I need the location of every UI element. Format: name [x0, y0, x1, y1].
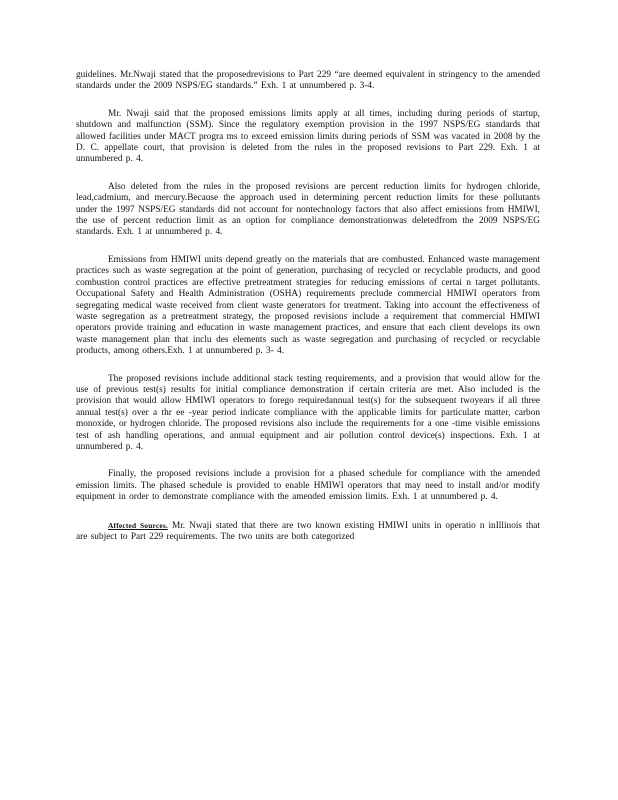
paragraph-stack-testing: The proposed revisions include additional stack testing requirements, and a provision that would allow for the use of previous test(s) results for initial compliance demonstration if certain criteria are met. Also included is the provision that would allow HMIWI operators to forego requiredannual test(s) for the subsequent twoyears if all three annual test(s) over a thr ee -year period indicate compliance with the applicable limits for particulate matter, carbon monoxide, or hydrogen chloride. The proposed revisions also include the requirements for a one -time visible emissions test of ash handling operations, and annual equipment and air pollution control device(s) inspections. Exh. 1 at unnumbered p. 4.	[76, 373, 540, 452]
paragraph-emission-limits-ssm: Mr. Nwaji said that the proposed emissions limits apply at all times, including during periods of startup, shutdown and malfunction (SSM). Since the regulatory exemption provision in the 1997 NSPS/EG standards that allowed facilities under MACT progra ms to exceed emission limits during periods of SSM was vacated in 2008 by the D. C. appellate court, that provision is deleted from the rules in the proposed revisions to Part 229. Exh. 1 at unnumbered p. 4.	[76, 108, 540, 165]
paragraph-phased-schedule: Finally, the proposed revisions include a provision for a phased schedule for compliance with the amended emission limits. The phased schedule is provided to enable HMIWI operators that may need to install and/or modify equipment in order to demonstrate compliance with the amended emission limits. Exh. 1 at unnumbered p. 4.	[76, 469, 540, 503]
paragraph-percent-reduction: Also deleted from the rules in the proposed revisions are percent reduction limits for hydrogen chloride, lead,cadmium, and mercury.Because the approach used in determining percent reduction limits for these pollutants under the 1997 NSPS/EG standards did not account for nontechnology factors that also affect emissions from HMIWI, the use of percent reduction limit as an option for compliance demonstrationwas deletedfrom the 2009 NSPS/EG standards. Exh. 1 at unnumbered p. 4.	[76, 181, 540, 238]
paragraph-affected-sources	[76, 520, 540, 544]
paragraph-guidelines: guidelines. Mr.Nwaji stated that the proposedrevisions to Part 229 “are deemed equivalent in stringency to the amended standards under the 2009 NSPS/EG standards.” Exh. 1 at unnumbered p. 3-4.	[76, 70, 540, 92]
paragraph-waste-management: Emissions from HMIWI units depend greatly on the materials that are combusted. Enhanced waste management practices such as waste segregation at the point of generation, purchasing of recycled or recyclable products, and good combustion control practices are effective pretreatment strategies for reducing emissions of certai n target pollutants. Occupational Safety and Health Administration (OSHA) requirements preclude commercial HMIWI operators from segregating medical waste received from client waste generators for treatment. Taking into account the effectiveness of waste segregation as a pretreatment strategy, the proposed revisions include a requirement that commercial HMIWI operators provide training and education in waste management practices, and ensure that each client develops its own waste management plan that inclu des elements such as waste segregation and purchasing of recycled or recyclable products, among others.Exh. 1 at unnumbered p. 3- 4.	[76, 254, 540, 357]
affected-sources-heading: Affected Sources.	[108, 520, 168, 530]
affected-sources-text: Mr. Nwaji stated that there are two known existing HMIWI units in operatio n inIllinois that are subject to Part 229 requirements. The two units are both categorized	[76, 520, 540, 542]
